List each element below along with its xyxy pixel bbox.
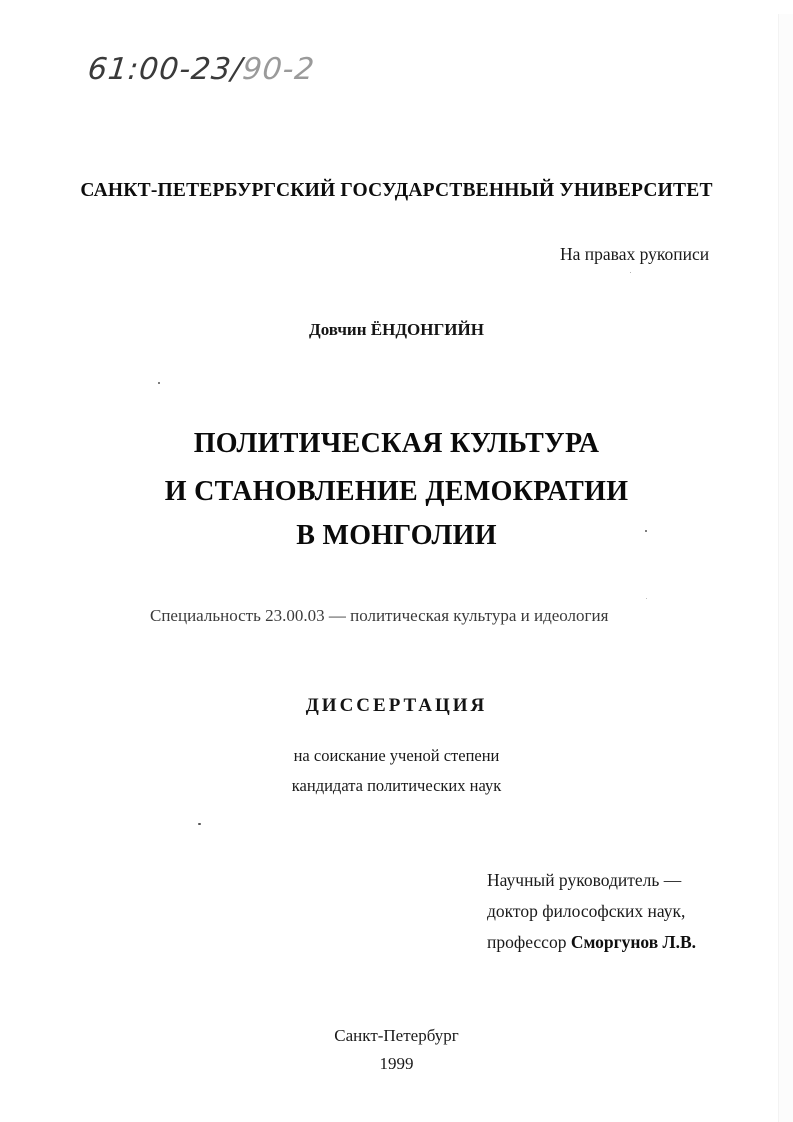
scan-speck bbox=[198, 823, 201, 825]
title-line-1: ПОЛИТИЧЕСКАЯ КУЛЬТУРА bbox=[193, 428, 600, 459]
catalog-number-faded: 90-2 bbox=[240, 52, 317, 87]
year: 1999 bbox=[379, 1054, 414, 1073]
title-line-3: В МОНГОЛИИ bbox=[296, 520, 497, 551]
city: Санкт-Петербург bbox=[334, 1026, 459, 1045]
university-name: САНКТ-ПЕТЕРБУРГСКИЙ ГОСУДАРСТВЕННЫЙ УНИВЕРСИТЕТ bbox=[80, 180, 713, 201]
degree-line-1: на соискание ученой степени bbox=[293, 746, 500, 765]
scan-speck bbox=[630, 272, 631, 273]
manuscript-rights-note: На правах рукописи bbox=[560, 244, 710, 264]
advisor-name: Сморгунов Л.В. bbox=[570, 932, 697, 952]
degree-line-2: кандидата политических наук bbox=[291, 776, 502, 795]
scan-speck bbox=[158, 382, 160, 384]
catalog-number-main: 61:00-23/ bbox=[86, 52, 245, 87]
scan-speck bbox=[646, 598, 647, 599]
specialty-line: Специальность 23.00.03 — политическая культура и идеология bbox=[150, 606, 609, 625]
advisor-title-line bbox=[487, 932, 696, 953]
advisor-degree: доктор философских наук, bbox=[487, 901, 686, 921]
author-name: Довчин ЁНДОНГИЙН bbox=[309, 320, 484, 339]
title-line-2: И СТАНОВЛЕНИЕ ДЕМОКРАТИИ bbox=[164, 476, 629, 507]
advisor-title: профессор bbox=[487, 932, 567, 952]
document-type-heading: ДИССЕРТАЦИЯ bbox=[305, 695, 488, 716]
advisor-role: Научный руководитель — bbox=[487, 870, 682, 890]
scan-speck bbox=[645, 530, 647, 532]
handwritten-catalog-number bbox=[86, 52, 316, 87]
